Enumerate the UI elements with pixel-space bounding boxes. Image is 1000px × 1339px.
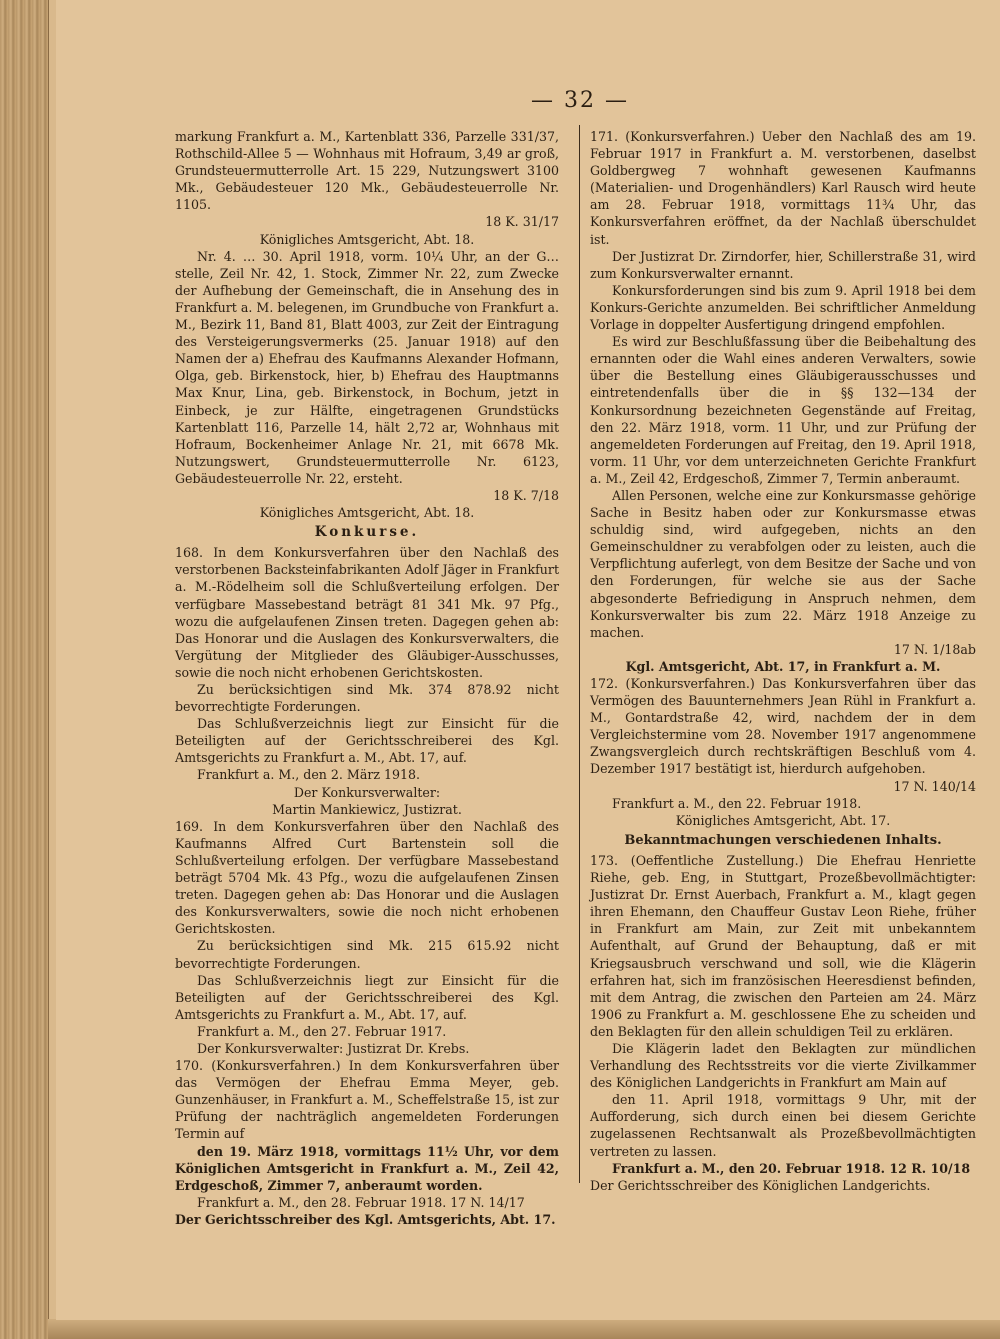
notice-171-administrator: Der Justizrat Dr. Zirndorfer, hier, Schillerstraße 31, wird zum Konkursverwalter ernannt. <box>590 248 976 281</box>
notice-171-meeting: Es wird zur Beschlußfassung über die Beibehaltung des ernannten oder die Wahl eines anderen Verwalters, sowie über die Bestellung eines Gläubigerausschusses und eintretendenfalls über die in §§ 132—134 der Konkursordnung bezeichneten Gegenstände auf Freitag, den 22. März 1918, vorm. 11 Uhr, und zur Prüfung der angemeldeten Forderungen auf Freitag, den 19. April 1918, vorm. 11 Uhr, vor dem unterzeichneten Gerichte Frankfurt a. M., Zeil 42, Erdgeschoß, Zimmer 7, Termin anberaumt. <box>590 334 976 486</box>
section-heading-bekanntmachungen: Bekanntmachungen verschiedenen Inhalts. <box>624 832 942 848</box>
notice-171-obligations: Allen Personen, welche eine zur Konkursmasse gehörige Sache in Besitz haben oder zur Konkursmasse etwas schuldig sind, wird aufgegeben, nichts an den Gemeinschuldner zu verabfolgen oder zu leisten, auch die Verpflichtung auferlegt, von dem Besitze der Sache und von den Forderungen, für welche sie aus der Sache abgesonderte Befriedigung in Anspruch nehmen, dem Konkursverwalter bis zum 22. März 1918 Anzeige zu machen. <box>590 487 976 640</box>
notice-173-signature: Der Gerichtsschreiber des Königlichen Landgerichts. <box>590 1177 931 1193</box>
book-page-edge-bottom <box>48 1319 1000 1339</box>
notice-nr4: Nr. 4. … 30. April 1918, vorm. 10¼ Uhr, an der G…stelle, Zeil Nr. 42, 1. Stock, Zimmer Nr. 22, zum Zwecke der Aufhebung der Gemeinschaft, die in Ansehung des in Frankfurt a. M. belegenen, im Grundbuche von Frankfurt a. M., Bezirk 11, Band 81, Blatt 4003, zur Zeit der Eintragung des Versteigerungsvermerks (25. Januar 1918) auf den Namen der a) Ehefrau des Kaufmanns Alexander Hofmann, Olga, geb. Birkenstock, hier, b) Ehefrau des Hauptmanns Max Knur, Lina, geb. Birkenstock, in Bochum, jetzt in Einbeck, je zur Hälfte, eingetragenen Grundstücks Kartenblatt 116, Parzelle 14, hält 2,72 ar, Wohnhaus mit Hofraum, Bockenheimer Anlage Nr. 21, mit 6678 Mk. Nutzungswert, Grundsteuermutterrolle Nr. 6123, Gebäudesteuerrolle Nr. 22, ersteht. <box>175 248 559 486</box>
column-divider <box>579 125 580 1183</box>
notice-173: 173. (Oeffentliche Zustellung.) Die Ehefrau Henriette Riehe, geb. Eng, in Stuttgart, Prozeßbevollmächtigter: Justizrat Dr. Ernst Auerbach, Frankfurt a. M., klagt gegen ihren Ehemann, den Chauffeur Gustav Leon Riehe, früher in Frankfurt am Main, zur Zeit mit unbekanntem Aufenthalt, auf Grund der Behauptung, daß er mit Kriegsausbruch verschwand und soll, wie die Klägerin erfahren hat, sich im französischen Heeresdienst befinden, mit dem Antrag, die zwischen den Parteien am 24. März 1906 zu Frankfurt a. M. geschlossene Ehe zu scheiden und den Beklagten für den allein schuldigen Teil zu erklären. <box>590 852 976 1039</box>
notice-170-term: den 19. März 1918, vormittags 11½ Uhr, vor dem Königlichen Amtsgericht in Frankfurt a. M., Zeil 42, Erdgeschoß, Zimmer 7, anberaumt worden. <box>175 1143 559 1193</box>
notice-168-role: Der Konkursverwalter: <box>293 784 441 800</box>
notice-168-date: Frankfurt a. M., den 2. März 1918. <box>197 767 421 783</box>
left-column <box>175 128 559 1228</box>
notice-169: 169. In dem Konkursverfahren über den Nachlaß des Kaufmanns Alfred Curt Bartenstein soll die Schlußverteilung erfolgen. Der verfügbare Massebestand beträgt 5704 Mk. 43 Pfg., wozu die aufgelaufenen Zinsen treten. Dagegen gehen ab: Das Honorar und die Auslagen des Konkursverwalters, sowie die noch nicht erhobenen Gerichtskosten. <box>175 818 559 937</box>
notice-172: 172. (Konkursverfahren.) Das Konkursverfahren über das Vermögen des Bauunternehmers Jean Rühl in Frankfurt a. M., Gontardstraße 42, wird, nachdem der in dem Vergleichstermine vom 28. November 1917 angenommene Zwangsvergleich durch rechtskräftigen Beschluß vom 4. Dezember 1917 bestätigt ist, hierdurch aufgehoben. <box>590 676 976 777</box>
book-page-edge <box>0 0 49 1339</box>
notice-168: 168. In dem Konkursverfahren über den Nachlaß des verstorbenen Backsteinfabrikanten Adolf Jäger in Frankfurt a. M.-Rödelheim soll die Schlußverteilung erfolgen. Der verfügbare Massebestand beträgt 81 341 Mk. 97 Pfg., wozu die aufgelaufenen Zinsen treten. Dagegen gehen ab: Das Honorar und die Auslagen des Konkursverwalters, die Vergütung der Mitglieder des Gläubiger-Ausschusses, sowie die noch nicht erhobenen Gerichtskosten. <box>175 545 559 680</box>
notice-171-reference: 17 N. 1/18ab <box>893 641 976 657</box>
page-number: — 32 — <box>531 88 629 113</box>
notice-169-claims: Zu berücksichtigen sind Mk. 215 615.92 nicht bevorrechtigte Forderungen. <box>175 938 559 971</box>
notice-170-date: Frankfurt a. M., den 28. Februar 1918. 17 N. 14/17 <box>197 1194 525 1210</box>
notice-169-signature: Der Konkursverwalter: Justizrat Dr. Krebs. <box>197 1040 470 1056</box>
notice-170-signature: Der Gerichtsschreiber des Kgl. Amtsgerichts, Abt. 17. <box>175 1211 556 1227</box>
notice-168-claims: Zu berücksichtigen sind Mk. 374 878.92 nicht bevorrechtigte Forderungen. <box>175 682 559 715</box>
notice-nr4-reference: 18 K. 7/18 <box>493 487 559 503</box>
notice-170: 170. (Konkursverfahren.) In dem Konkursverfahren über das Vermögen der Ehefrau Emma Meyer, geb. Gunzenhäuser, in Frankfurt a. M., Scheffelstraße 15, ist zur Prüfung der nachträglich angemeldeten Forderungen Termin auf <box>175 1058 559 1142</box>
notice-171-claims: Konkursforderungen sind bis zum 9. April 1918 bei dem Konkurs-Gerichte anzumelden. Bei schriftlicher Anmeldung Vorlage in doppelter Ausfertigung dringend empfohlen. <box>590 282 976 333</box>
intro-paragraph: markung Frankfurt a. M., Kartenblatt 336, Parzelle 331/37, Rothschild-Allee 5 — Wohnhaus mit Hofraum, 3,49 ar groß, Grundsteuermutterrolle Art. 15 229, Nutzungswert 3100 Mk., Gebäudesteuer 120 Mk., Gebäudesteuerrolle Nr. 1105. <box>175 129 559 213</box>
intro-reference: 18 K. 31/17 <box>485 214 559 230</box>
notice-168-signature: Martin Mankiewicz, Justizrat. <box>272 801 462 817</box>
notice-173-summons: Die Klägerin ladet den Beklagten zur mündlichen Verhandlung des Rechtsstreits vor die vierte Zivilkammer des Königlichen Landgerichts in Frankfurt am Main auf <box>590 1040 976 1091</box>
notice-173-date: Frankfurt a. M., den 20. Februar 1918. 12 R. 10/18 <box>612 1160 971 1176</box>
right-column <box>590 128 976 1194</box>
notice-173-term: den 11. April 1918, vormittags 9 Uhr, mit der Aufforderung, sich durch einen bei diesem Gerichte zugelassenen Rechtsanwalt als Prozeßbevollmächtigten vertreten zu lassen. <box>590 1092 976 1159</box>
notice-171-signature: Kgl. Amtsgericht, Abt. 17, in Frankfurt a. M. <box>625 658 941 674</box>
intro-signature: Königliches Amtsgericht, Abt. 18. <box>259 231 475 247</box>
notice-168-inspection: Das Schlußverzeichnis liegt zur Einsicht für die Beteiligten auf der Gerichtsschreiberei des Kgl. Amtsgerichts zu Frankfurt a. M., Abt. 17, auf. <box>175 716 559 766</box>
notice-171: 171. (Konkursverfahren.) Ueber den Nachlaß des am 19. Februar 1917 in Frankfurt a. M. verstorbenen, daselbst Goldbergweg 7 wohnhaft gewesenen Kaufmanns (Materialien- und Drogenhändlers) Karl Rausch wird heute am 28. Februar 1918, vormittags 11¾ Uhr, das Konkursverfahren eröffnet, da der Nachlaß überschuldet ist. <box>590 129 976 247</box>
notice-172-date: Frankfurt a. M., den 22. Februar 1918. <box>612 795 862 811</box>
notice-172-reference: 17 N. 140/14 <box>893 778 976 794</box>
section-heading-konkurse: Konkurse. <box>314 524 420 541</box>
notice-nr4-signature: Königliches Amtsgericht, Abt. 18. <box>259 505 475 521</box>
notice-172-signature: Königliches Amtsgericht, Abt. 17. <box>675 812 891 828</box>
notice-169-date: Frankfurt a. M., den 27. Februar 1917. <box>197 1023 447 1039</box>
notice-169-inspection: Das Schlußverzeichnis liegt zur Einsicht für die Beteiligten auf der Gerichtsschreiberei des Kgl. Amtsgerichts zu Frankfurt a. M., Abt. 17, auf. <box>175 972 559 1022</box>
